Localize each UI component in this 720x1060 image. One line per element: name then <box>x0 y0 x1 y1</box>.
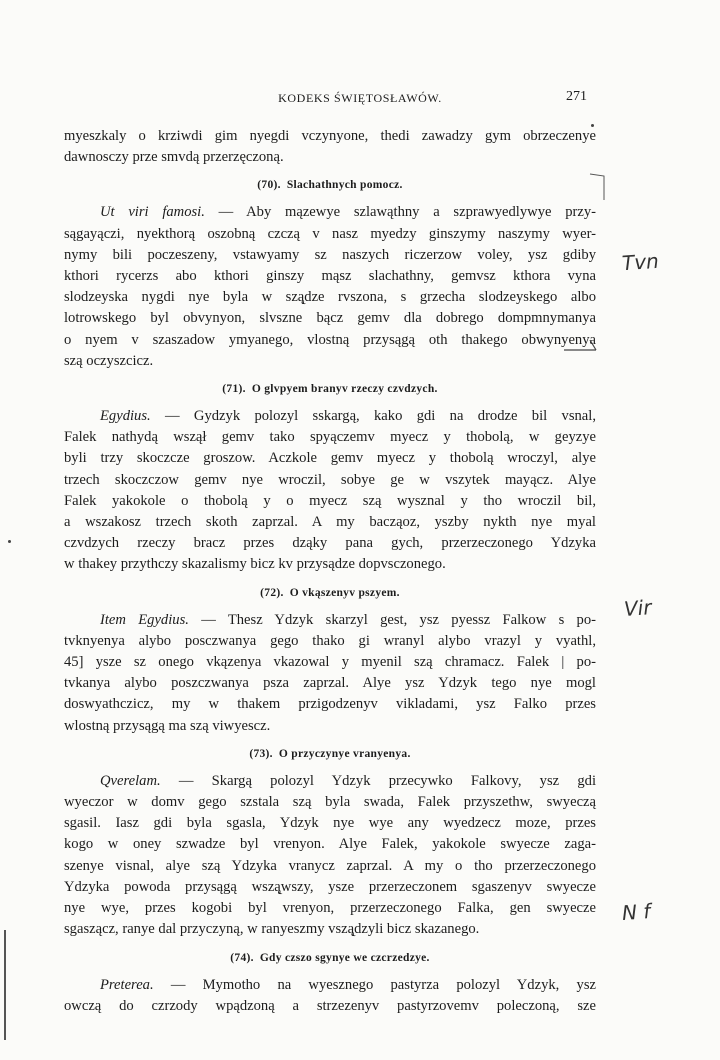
lemma: Ut viri famosi. <box>100 204 205 221</box>
section-number: (71). <box>222 383 246 396</box>
section-paragraph <box>64 406 596 576</box>
section-paragraph <box>64 975 596 1017</box>
text-line: nye wye, przes kogobi byl vrenyon, przerzeczonego Falka, gen swyecze <box>64 900 596 917</box>
text-line: owczą do czrzody wpądzoną a strzezenyv pastyrzovemv poleczoną, sze <box>64 997 596 1014</box>
binding-edge-line <box>4 930 6 1040</box>
text-line: byli trzy skoczcze groszow. Aczkole gemv myecz y thobolą wroczyl, alye <box>64 450 596 467</box>
lemma: Qverelam. <box>100 772 161 789</box>
text-line: lotrowskego byl obvynyon, slvszne bącz gemv dla dobrego dompmnymanya <box>64 310 596 327</box>
margin-note: Vir <box>623 595 653 621</box>
lemma: Preterea. <box>100 976 154 993</box>
margin-note: N f <box>621 899 652 925</box>
section-title: Gdy czszo sgynye we czcrzedzye. <box>259 951 430 964</box>
text-line: 45] ysze sz onego vkązenya vkazowal y myenil szą chramacz. Falek | po- <box>64 654 596 671</box>
text-line: Ut viri famosi. — Aby mązewye szlawąthny a szprawyedlywye przy- <box>100 204 596 221</box>
section-heading <box>64 168 596 202</box>
section-number: (73). <box>249 747 273 760</box>
section-title: O vkąszenyv pszyem. <box>289 586 400 599</box>
text-line: czvdzych rzeczy bracz przes dząky pana gych, przerzeczonego Ydzyka <box>64 535 596 552</box>
section-paragraph <box>64 202 596 372</box>
section-heading <box>64 576 596 610</box>
text-line: sgasil. Iasz gdi byla sgasla, Ydzyk nye wye any wyedzecz moze, przes <box>64 815 596 832</box>
intro-paragraph <box>64 126 596 168</box>
margin-note: Tvn <box>621 248 660 276</box>
text-line: sgaszącz, ranye dal przyczyną, w ranyeszmy vszą̨dzyli bicz skazanego. <box>64 921 480 938</box>
text-line: szenye visnal, alye szą Ydzyka vranycz zaprzal. A my o tho przerzeczonego <box>64 857 596 874</box>
section-number: (72). <box>260 586 284 599</box>
pencil-bracket-mark <box>586 168 616 204</box>
text-line: Qverelam. — Skargą polozyl Ydzyk przecywko Falkovy, ysz gdi <box>100 772 596 789</box>
text-line: tvknyenya alybo posczwanya gego thako gi wranyl alybo vrazyl y vyathl, <box>64 632 596 649</box>
section-number: (74). <box>230 951 254 964</box>
text-line: doswyathczicz, my w thakem przigodzenyv vikladami, ysz Falko przes <box>64 696 596 713</box>
text-line: Item Egydius. — Thesz Ydzyk skarzyl gest, ysz pyessz Falkow s po- <box>100 611 596 628</box>
text-line: dawnosczy prze smvdą przerzęczoną. <box>64 149 284 166</box>
text-line: Egydius. — Gydzyk polozyl sskargą, kako gdi na drodze bil vsnal, <box>100 408 596 425</box>
text-line: wyeczor w domv gego szstala szą byla swada, Falek przyszethw, swyeczą <box>64 794 596 811</box>
section-paragraph <box>64 771 596 941</box>
text-line: Ydzyka powoda przysągą wszą̨wszy, ysze przerzeczonem sgaszenyv swyecze <box>64 878 596 895</box>
lemma: Item Egydius. <box>100 611 189 628</box>
section-number: (70). <box>257 179 281 192</box>
section-heading <box>64 941 596 975</box>
running-head <box>0 91 720 111</box>
text-line: a wszakosz trzech skoth zaprzal. A my bacząoz, yszby nykth nye myal <box>64 514 596 531</box>
section-title: Slachathnych pomocz. <box>286 179 403 192</box>
section-heading <box>64 372 596 406</box>
section-heading <box>64 737 596 771</box>
section-title: O przyczynye vranyenya. <box>278 747 411 760</box>
lemma: Egydius. <box>100 408 151 425</box>
text-line: Falek yakokole o thobolą y o myecz szą wysznal y tho wroczil bil, <box>64 492 596 509</box>
page-number: 271 <box>566 89 587 104</box>
text-line: nymy bili poczeszeny, vstawyamy sz naszych riczerzow voley, ysz gdiby <box>64 246 596 263</box>
text-line: sągayączi, nyekthorą oszobną czczą v nasz myedzy ginszymy naszymy wyer- <box>64 225 596 242</box>
section-title: O glvpyem branyv rzeczy czvdzych. <box>251 383 438 396</box>
section-paragraph <box>64 610 596 737</box>
text-line: myeszkaly o krziwdi gim nyegdi vczynyone, thedi zawadzy gym obrzeczenye <box>64 128 596 144</box>
text-line: kogo w oney szwadze byl vrenyon. Alye Falek, yakokole swyecze zaga- <box>64 836 596 853</box>
edge-dot <box>591 124 594 127</box>
text-line: trzech skoczczow gemv nye wroczil, sobye ge w vszytek mayącz. Alye <box>64 471 596 488</box>
text-line: wlostną przysągą ma szą viwyescz. <box>64 717 271 734</box>
edge-dot <box>8 540 11 543</box>
text-line: w thakey przythczy skazalismy bicz kv przysądze dopvsczonego. <box>64 556 446 573</box>
text-line: tvkanya alybo poszczwanya psza zaprzal. Alye ysz Ydzyk tego nye mogl <box>64 675 596 692</box>
running-title: KODEKS ŚWIĘTOSŁAWÓW. <box>278 91 442 105</box>
pencil-dash-mark <box>562 336 602 360</box>
text-line: Falek nathydą wszął gemv tako spyączemv myecz y thobolą, w geyzye <box>64 429 596 446</box>
text-line: slodzeyska nygdi nye byla w szą̨dze rvszona, s grzecha slodzeyskego albo <box>64 289 596 306</box>
text-line: kthori rycerzs abo kthori ginszy mąsz slachathny, gemvsz kthora vyna <box>64 268 596 285</box>
text-line: szą oczyszcicz. <box>64 352 154 369</box>
text-line: Preterea. — Mymotho na wyesznego pastyrza polozyl Ydzyk, ysz <box>100 976 596 993</box>
body-text <box>64 126 596 1017</box>
text-line: o nyem v szaszadow ymyanego, vlostną przysągą oth thakego obwynyenya <box>64 331 596 348</box>
